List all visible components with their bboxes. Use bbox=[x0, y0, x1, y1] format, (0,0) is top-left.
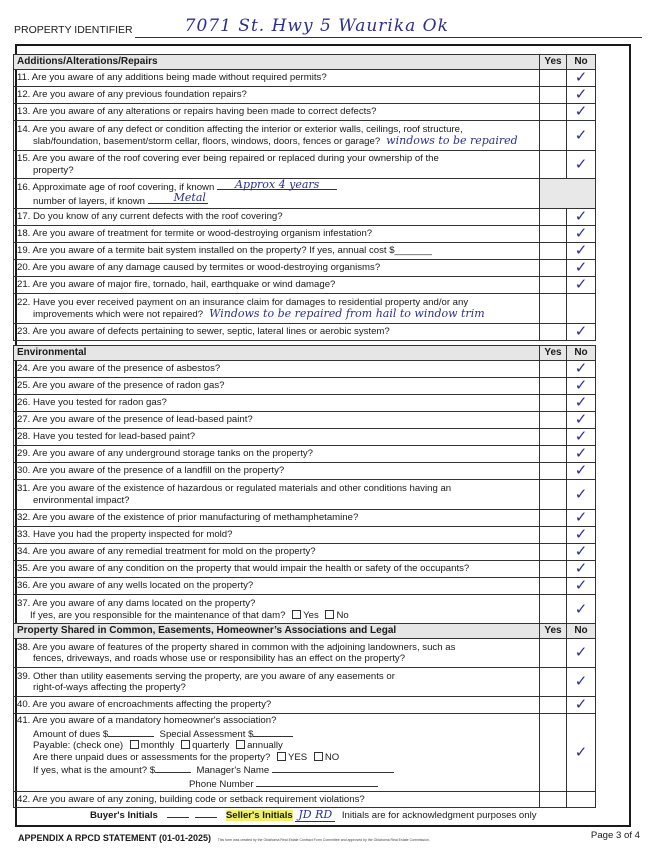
question-row-36 bbox=[14, 578, 596, 595]
question-text-cont: environmental impact? bbox=[33, 494, 130, 506]
question-text: 27. Are you aware of the presence of lead-based paint? bbox=[14, 412, 540, 429]
handwritten-note: windows to be repaired bbox=[386, 134, 518, 147]
shaded-cell bbox=[540, 179, 596, 209]
question-text: 42. Are you aware of any zoning, building code or setback requirement violations? bbox=[14, 792, 540, 808]
yes-box[interactable] bbox=[540, 668, 567, 697]
yes-header: Yes bbox=[540, 346, 567, 361]
question-row-16 bbox=[14, 179, 596, 209]
question-text-cont: fences, driveways, and roads whose use or responsibility has an effect on the property? bbox=[33, 653, 406, 664]
question-text-cont: If yes, are you responsible for the maintenance of that dam? bbox=[30, 609, 286, 621]
question-text: 21. Are you aware of major fire, tornado, hail, earthquake or wind damage? bbox=[14, 277, 540, 294]
amount-field[interactable] bbox=[155, 763, 191, 773]
no-box-checkmark[interactable]: ✓ bbox=[567, 446, 596, 463]
special-assessment-field[interactable] bbox=[253, 727, 293, 737]
no-box-checkmark[interactable]: ✓ bbox=[567, 395, 596, 412]
property-identifier-label: PROPERTY IDENTIFIER bbox=[14, 24, 133, 36]
footer bbox=[18, 830, 646, 843]
question-text: 19. Are you aware of a termite bait system installed on the property? If yes, annual cost $_______ bbox=[14, 243, 540, 260]
yes-box[interactable] bbox=[540, 361, 567, 378]
yes-box[interactable] bbox=[540, 412, 567, 429]
no-box-checkmark[interactable]: ✓ bbox=[567, 104, 596, 121]
question-text: 38. Are you aware of features of the property shared in common with the adjoining landowners, such as bbox=[17, 641, 456, 653]
section-environmental-table bbox=[13, 345, 596, 625]
dam-no-checkbox[interactable] bbox=[325, 610, 334, 619]
no-box-checkmark[interactable]: ✓ bbox=[567, 463, 596, 480]
question-row-32 bbox=[14, 510, 596, 527]
amount-label: If yes, what is the amount? $ bbox=[33, 765, 156, 776]
no-box-checkmark[interactable]: ✓ bbox=[567, 412, 596, 429]
question-row-27 bbox=[14, 412, 596, 429]
question-row-26 bbox=[14, 395, 596, 412]
no-box-checkmark[interactable]: ✓ bbox=[567, 510, 596, 527]
initials-note: Initials are for acknowledgment purposes only bbox=[341, 810, 537, 821]
question-text: 15. Are you aware of the roof covering ever being repaired or replaced during your ownership of the bbox=[17, 153, 439, 164]
dam-yes-checkbox[interactable] bbox=[292, 610, 301, 619]
question-text: 12. Are you aware of any previous foundation repairs? bbox=[14, 87, 540, 104]
yes-box[interactable] bbox=[540, 151, 567, 179]
buyer-initials-label: Buyer's Initials bbox=[90, 810, 158, 821]
question-row-23 bbox=[14, 324, 596, 341]
question-text: 40. Are you aware of encroachments affecting the property? bbox=[14, 697, 540, 714]
yes-box[interactable] bbox=[540, 510, 567, 527]
unpaid-dues-label: Are there unpaid dues or assessments for the property? bbox=[33, 751, 271, 763]
no-box-checkmark[interactable]: ✓ bbox=[567, 324, 596, 341]
annually-checkbox[interactable] bbox=[236, 740, 245, 749]
seller-initials-value[interactable]: JD RD bbox=[295, 808, 335, 822]
no-box-checkmark[interactable]: ✓ bbox=[567, 578, 596, 595]
section-title: Additions/Alterations/Repairs bbox=[14, 55, 540, 70]
yes-box[interactable] bbox=[540, 463, 567, 480]
question-text: 20. Are you aware of any damage caused by termites or wood-destroying organisms? bbox=[14, 260, 540, 277]
property-identifier-value: 7071 St. Hwy 5 Waurika Ok bbox=[184, 16, 449, 36]
yes-box[interactable] bbox=[540, 121, 567, 151]
question-text: 25. Are you aware of the presence of radon gas? bbox=[14, 378, 540, 395]
section-title: Property Shared in Common, Easements, Homeowner’s Associations and Legal bbox=[14, 624, 540, 639]
yes-box[interactable] bbox=[540, 104, 567, 121]
question-text: 34. Are you aware of any remedial treatment for mold on the property? bbox=[14, 544, 540, 561]
yes-box[interactable] bbox=[540, 595, 567, 625]
quarterly-label: quarterly bbox=[192, 740, 230, 751]
yes-box[interactable] bbox=[540, 639, 567, 668]
question-text-cont: property? bbox=[33, 164, 74, 176]
yes-box[interactable] bbox=[540, 544, 567, 561]
yes-box[interactable] bbox=[540, 87, 567, 104]
no-box-checkmark[interactable]: ✓ bbox=[567, 639, 596, 668]
yes-box[interactable] bbox=[540, 277, 567, 294]
no-box-checkmark[interactable]: ✓ bbox=[567, 697, 596, 714]
question-row-21 bbox=[14, 277, 596, 294]
no-box-checkmark[interactable]: ✓ bbox=[567, 121, 596, 151]
question-row-14 bbox=[14, 121, 596, 151]
roof-layers-label: number of layers, if known bbox=[33, 195, 145, 207]
yes-box[interactable] bbox=[540, 446, 567, 463]
annually-label: annually bbox=[247, 740, 283, 751]
question-text-cont: slab/foundation, basement/storm cellar, floors, windows, doors, fences or garage? bbox=[33, 136, 381, 147]
question-text: 22. Have you ever received payment on an insurance claim for damages to residential property and/or any bbox=[17, 296, 469, 308]
no-box-checkmark[interactable]: ✓ bbox=[567, 87, 596, 104]
question-row-22 bbox=[14, 294, 596, 324]
question-row-39 bbox=[14, 668, 596, 697]
no-box-checkmark[interactable]: ✓ bbox=[567, 480, 596, 510]
yes-box[interactable] bbox=[540, 378, 567, 395]
question-row-41 bbox=[14, 714, 596, 792]
yes-header: Yes bbox=[540, 55, 567, 70]
no-header: No bbox=[567, 624, 596, 639]
no-box-checkmark[interactable]: ✓ bbox=[567, 544, 596, 561]
yes-header: Yes bbox=[540, 624, 567, 639]
no-box-checkmark[interactable]: ✓ bbox=[567, 361, 596, 378]
page-number: Page 3 of 4 bbox=[590, 830, 640, 841]
yes-box[interactable] bbox=[540, 697, 567, 714]
question-row-40 bbox=[14, 697, 596, 714]
no-box-checkmark[interactable]: ✓ bbox=[567, 243, 596, 260]
no-box-checkmark[interactable]: ✓ bbox=[567, 226, 596, 243]
question-text: 28. Have you tested for lead-based paint? bbox=[14, 429, 540, 446]
question-text: 33. Have you had the property inspected for mold? bbox=[14, 527, 540, 544]
no-box[interactable] bbox=[567, 294, 596, 324]
dues-field[interactable] bbox=[108, 727, 154, 737]
question-row-18 bbox=[14, 226, 596, 243]
no-box-checkmark[interactable]: ✓ bbox=[567, 561, 596, 578]
yes-box[interactable] bbox=[540, 226, 567, 243]
special-assessment-label: Special Assessment $ bbox=[159, 728, 254, 740]
question-row-30 bbox=[14, 463, 596, 480]
yes-box[interactable] bbox=[540, 480, 567, 510]
no-box-checkmark[interactable]: ✓ bbox=[567, 209, 596, 226]
no-box-checkmark[interactable]: ✓ bbox=[567, 277, 596, 294]
no-box-checkmark[interactable]: ✓ bbox=[567, 260, 596, 277]
unpaid-no-label: NO bbox=[324, 751, 340, 763]
roof-age-field[interactable] bbox=[217, 177, 337, 191]
roof-layers-value: Metal bbox=[173, 191, 206, 204]
no-box-checkmark[interactable]: ✓ bbox=[567, 429, 596, 446]
question-text: 23. Are you aware of defects pertaining to sewer, septic, lateral lines or aerobic system? bbox=[14, 324, 540, 341]
question-row-28 bbox=[14, 429, 596, 446]
monthly-checkbox[interactable] bbox=[130, 740, 139, 749]
yes-box[interactable] bbox=[540, 243, 567, 260]
unpaid-no-checkbox[interactable] bbox=[314, 752, 323, 761]
question-text: 41. Are you aware of a mandatory homeowner's association? bbox=[17, 715, 277, 726]
phone-number-label: Phone Number bbox=[189, 778, 254, 790]
section-title: Environmental bbox=[14, 346, 540, 361]
question-text-cont: right-of-ways affecting the property? bbox=[33, 682, 186, 693]
no-box-checkmark[interactable]: ✓ bbox=[567, 595, 596, 625]
roof-age-value: Approx 4 years bbox=[235, 177, 320, 191]
yes-box[interactable] bbox=[540, 714, 567, 792]
question-row-31 bbox=[14, 480, 596, 510]
question-text-cont: improvements which were not repaired? bbox=[33, 309, 204, 320]
question-row-19 bbox=[14, 243, 596, 260]
question-row-24 bbox=[14, 361, 596, 378]
no-box-checkmark[interactable]: ✓ bbox=[567, 378, 596, 395]
yes-box[interactable] bbox=[540, 209, 567, 226]
yes-box[interactable] bbox=[540, 429, 567, 446]
section-additions-table bbox=[13, 54, 596, 341]
question-row-33 bbox=[14, 527, 596, 544]
roof-layers-field[interactable] bbox=[148, 191, 208, 204]
question-text: 36. Are you aware of any wells located on the property? bbox=[14, 578, 540, 595]
question-text: 11. Are you aware of any additions being made without required permits? bbox=[14, 70, 540, 87]
form-title: APPENDIX A RPCD STATEMENT (01-01-2025) bbox=[18, 833, 212, 843]
question-row-13 bbox=[14, 104, 596, 121]
question-row-12 bbox=[14, 87, 596, 104]
buyer-initials-field-1[interactable] bbox=[167, 808, 189, 818]
phone-number-field[interactable] bbox=[256, 777, 378, 787]
yes-box[interactable] bbox=[540, 561, 567, 578]
no-box-checkmark[interactable]: ✓ bbox=[567, 668, 596, 697]
question-row-37 bbox=[14, 595, 596, 625]
manager-name-label: Manager's Name bbox=[196, 765, 270, 776]
dam-yes-label: Yes bbox=[303, 609, 319, 621]
buyer-initials-field-2[interactable] bbox=[195, 808, 217, 818]
quarterly-checkbox[interactable] bbox=[181, 740, 190, 749]
payable-label: Payable: (check one) bbox=[33, 740, 124, 751]
no-box[interactable] bbox=[567, 792, 596, 808]
no-box-checkmark[interactable]: ✓ bbox=[567, 70, 596, 87]
question-row-42 bbox=[14, 792, 596, 808]
no-header: No bbox=[567, 346, 596, 361]
question-text: 17. Do you know of any current defects with the roof covering? bbox=[14, 209, 540, 226]
yes-box[interactable] bbox=[540, 294, 567, 324]
yes-box[interactable] bbox=[540, 578, 567, 595]
question-text: 26. Have you tested for radon gas? bbox=[14, 395, 540, 412]
manager-name-field[interactable] bbox=[272, 763, 394, 773]
no-box-checkmark[interactable]: ✓ bbox=[567, 714, 596, 792]
unpaid-yes-label: YES bbox=[287, 751, 308, 763]
question-text: 39. Other than utility easements serving the property, are you aware of any easements or bbox=[17, 670, 395, 682]
question-row-15 bbox=[14, 151, 596, 179]
property-identifier-field[interactable] bbox=[135, 16, 642, 38]
yes-box[interactable] bbox=[540, 324, 567, 341]
monthly-label: monthly bbox=[140, 740, 175, 751]
seller-initials-label: Seller's Initials bbox=[225, 810, 293, 821]
no-box-checkmark[interactable]: ✓ bbox=[567, 527, 596, 544]
unpaid-yes-checkbox[interactable] bbox=[277, 752, 286, 761]
no-header: No bbox=[567, 55, 596, 70]
question-row-38 bbox=[14, 639, 596, 668]
question-text: 24. Are you aware of the presence of asbestos? bbox=[14, 361, 540, 378]
question-text: 30. Are you aware of the presence of a landfill on the property? bbox=[14, 463, 540, 480]
dues-label: Amount of dues $ bbox=[33, 728, 109, 740]
yes-box[interactable] bbox=[540, 792, 567, 808]
yes-box[interactable] bbox=[540, 70, 567, 87]
question-text: 37. Are you aware of any dams located on the property? bbox=[17, 598, 256, 609]
question-text: 35. Are you aware of any condition on the property that would impair the health or safety of the occupants? bbox=[14, 561, 540, 578]
yes-box[interactable] bbox=[540, 395, 567, 412]
yes-box[interactable] bbox=[540, 527, 567, 544]
form-fineprint: This form was created by the Oklahoma Real Estate Contract Form Committee and approved by the Oklahoma Real Estate Commission. bbox=[217, 838, 430, 842]
property-identifier bbox=[14, 18, 642, 38]
handwritten-note: Windows to be repaired from hail to window trim bbox=[209, 307, 485, 320]
dam-no-label: No bbox=[336, 609, 349, 621]
question-text: 29. Are you aware of any underground storage tanks on the property? bbox=[14, 446, 540, 463]
question-text: 32. Are you aware of the existence of prior manufacturing of methamphetamine? bbox=[14, 510, 540, 527]
initials-row bbox=[90, 808, 537, 821]
no-box-checkmark[interactable]: ✓ bbox=[567, 151, 596, 179]
section-shared-table bbox=[13, 623, 596, 808]
question-row-11 bbox=[14, 70, 596, 87]
question-row-25 bbox=[14, 378, 596, 395]
roof-age-label: 16. Approximate age of roof covering, if known bbox=[17, 182, 215, 193]
question-row-17 bbox=[14, 209, 596, 226]
question-text: 14. Are you aware of any defect or condition affecting the interior or exterior walls, ceilings, roof structure, bbox=[17, 123, 463, 135]
question-row-34 bbox=[14, 544, 596, 561]
question-row-20 bbox=[14, 260, 596, 277]
yes-box[interactable] bbox=[540, 260, 567, 277]
question-row-29 bbox=[14, 446, 596, 463]
question-row-35 bbox=[14, 561, 596, 578]
question-text: 13. Are you aware of any alterations or repairs having been made to correct defects? bbox=[14, 104, 540, 121]
question-text: 18. Are you aware of treatment for termite or wood-destroying organism infestation? bbox=[14, 226, 540, 243]
question-text: 31. Are you aware of the existence of hazardous or regulated materials and other conditions having an bbox=[17, 483, 452, 494]
